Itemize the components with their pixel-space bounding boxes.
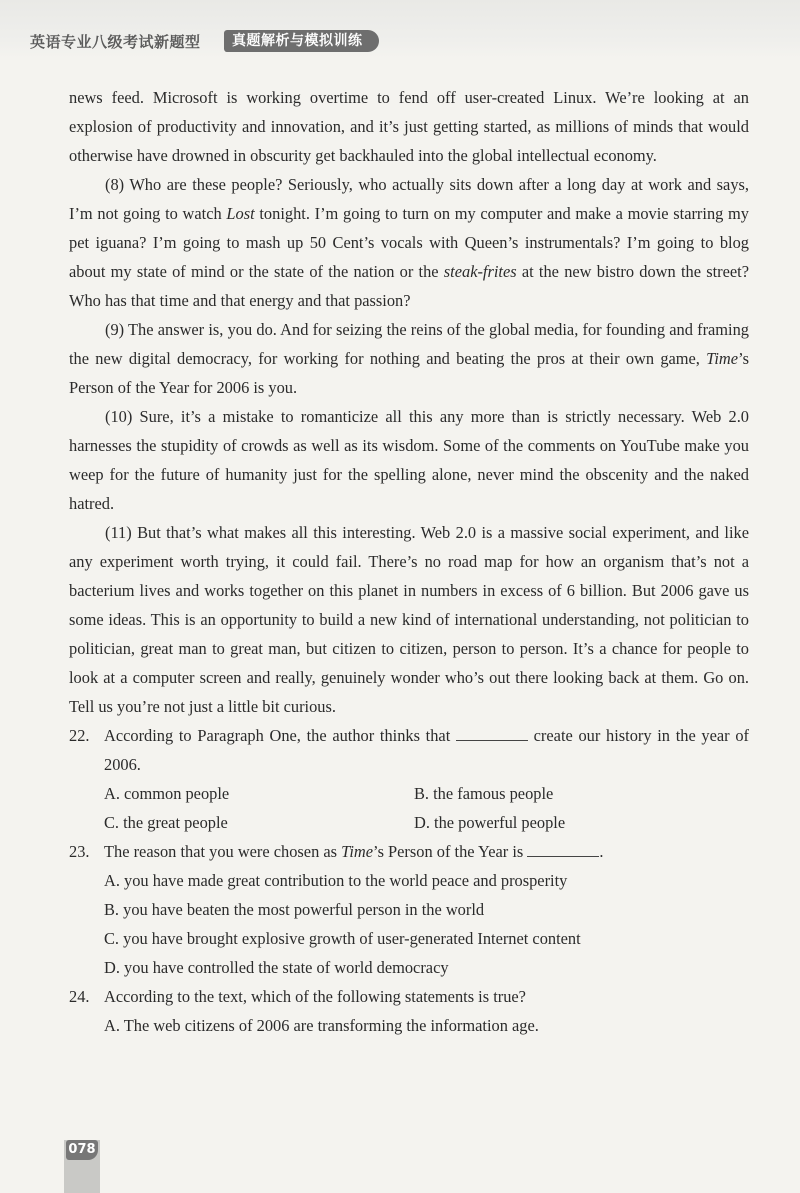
answer-blank — [527, 842, 599, 857]
question-stem: create our history in the year of 2006. — [104, 726, 749, 774]
option-row — [69, 779, 749, 808]
italic-title-lost: Lost — [226, 204, 255, 223]
paragraph-9 — [69, 315, 749, 402]
page-content — [69, 83, 749, 1040]
paragraph-text: news feed. Microsoft is working overtime to fend off user-created Linux. We’re looking at an explosion of productivity and innovation, and it’s just getting started, as millions of minds that would otherwise have drowned in obscurity get backhauled into the global intellectual economy. — [69, 88, 749, 165]
italic-time: Time — [341, 842, 374, 861]
italic-steak-frites: steak-frites — [443, 262, 517, 281]
book-title: 英语专业八级考试新题型 — [30, 33, 201, 51]
question-number: 24. — [69, 987, 90, 1006]
paragraph-8 — [69, 170, 749, 315]
page-number: 078 — [66, 1140, 98, 1160]
option-d[interactable]: D. the powerful people — [414, 813, 566, 832]
italic-time: Time — [706, 349, 739, 368]
option-a[interactable]: A. you have made great contribution to the world peace and prosperity — [104, 871, 568, 890]
paragraph-continued — [69, 83, 749, 170]
paragraph-text: ’s Person of the Year for 2006 is you. — [69, 349, 749, 397]
paragraph-10 — [69, 402, 749, 518]
paragraph-text: at the new bistro down the street? Who has that time and that energy and that passion? — [69, 262, 749, 310]
option-a[interactable]: A. The web citizens of 2006 are transforming the information age. — [104, 1016, 539, 1035]
paragraph-text: tonight. I’m going to turn on my computer and make a movie starring my pet iguana? I’m going to mash up 50 Cent’s vocals with Queen’s instrumentals? I’m going to blog about my state of mind or the state of the nation or the — [69, 204, 749, 281]
answer-blank — [456, 726, 528, 741]
paragraph-text: (9) The answer is, you do. And for seizing the reins of the global media, for founding and framing the new digital democracy, for working for nothing and beating the pros at their own game, — [69, 320, 749, 368]
page-header — [0, 0, 800, 58]
option-b[interactable]: B. the famous people — [414, 784, 554, 803]
question-stem: . — [599, 842, 604, 861]
paragraph-11 — [69, 518, 749, 721]
question-stem: According to the text, which of the following statements is true? — [104, 987, 526, 1006]
option-c[interactable]: C. you have brought explosive growth of user-generated Internet content — [104, 929, 581, 948]
question-23 — [69, 837, 749, 866]
option-b[interactable]: B. you have beaten the most powerful person in the world — [104, 900, 485, 919]
question-number: 22. — [69, 726, 90, 745]
question-number: 23. — [69, 842, 90, 861]
paragraph-text: (8) Who are these people? Seriously, who actually sits down after a long day at work and says, I’m not going to watch — [69, 175, 749, 223]
question-stem: The reason that you were chosen as — [104, 842, 342, 861]
paragraph-text: (10) Sure, it’s a mistake to romanticize all this any more than is strictly necessary. Web 2.0 harnesses the stupidity of crowds as well as its wisdom. Some of the comments on YouTube make you weep for the future of humanity just for the spelling alone, never mind the obscenity and the naked hatred. — [69, 407, 749, 513]
section-label: 真题解析与模拟训练 — [224, 30, 379, 52]
option-c[interactable]: C. the great people — [104, 813, 228, 832]
option-row — [69, 808, 749, 837]
option-a[interactable]: A. common people — [104, 784, 230, 803]
option-d[interactable]: D. you have controlled the state of world democracy — [104, 958, 449, 977]
question-stem: ’s Person of the Year is — [373, 842, 528, 861]
question-24 — [69, 982, 749, 1011]
question-stem: According to Paragraph One, the author thinks that — [104, 726, 456, 745]
paragraph-text: (11) But that’s what makes all this interesting. Web 2.0 is a massive social experiment, and like any experiment worth trying, it could fail. There’s no road map for how an organism that’s not a bacterium lives and works together on this planet in numbers in excess of 6 billion. But 2006 gave us some ideas. This is an opportunity to build a new kind of international understanding, not politician to politician, great man to great man, but citizen to citizen, person to person. It’s a chance for people to look at a computer screen and really, genuinely wonder who’s out there looking back at them. Go on. Tell us you’re not just a little bit curious. — [69, 523, 749, 716]
question-22 — [69, 721, 749, 779]
